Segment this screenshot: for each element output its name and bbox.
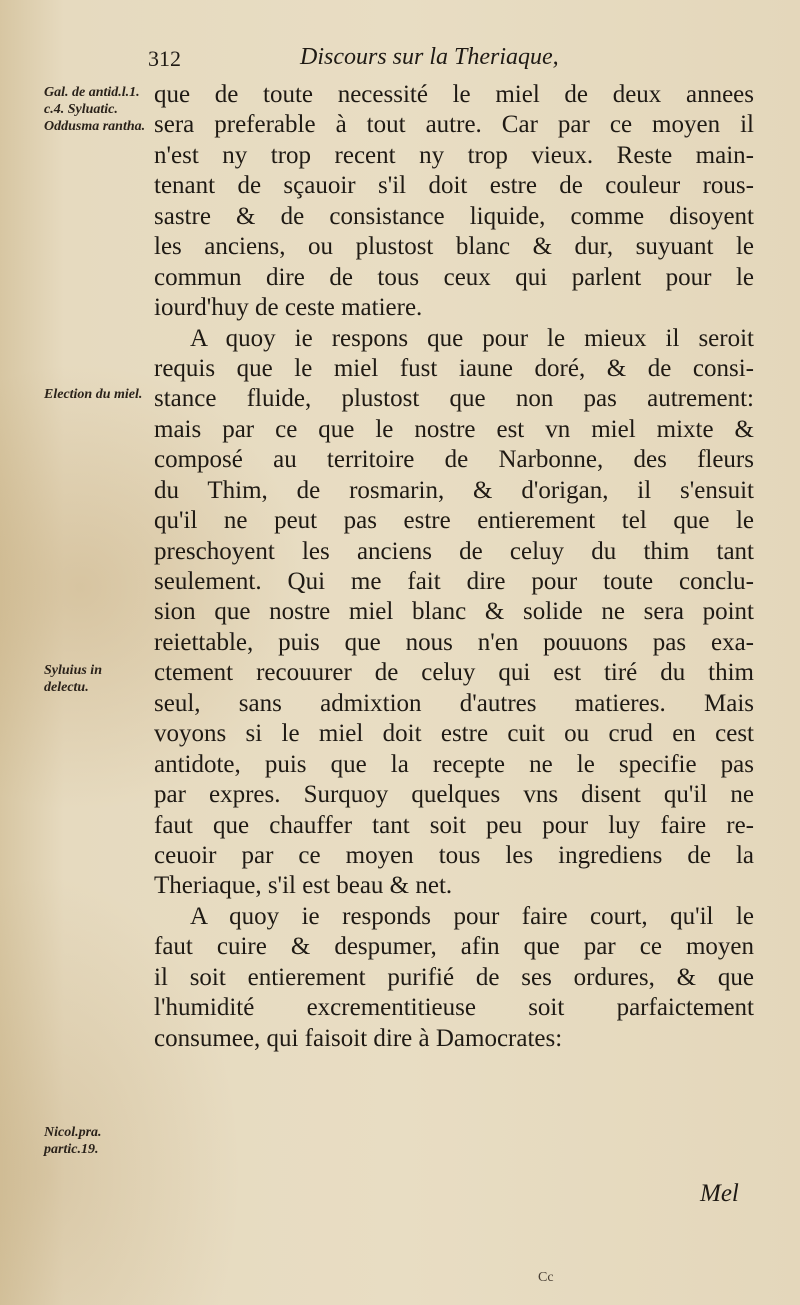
text-line: antidote, puis que la recepte ne le specifie pas	[154, 750, 754, 778]
text-line: consumee, qui faisoit dire à Damocrates:	[154, 1024, 563, 1052]
margin-note-galen: Gal. de antid.l.1. c.4. Syluatic. Oddusma rantha.	[44, 85, 146, 134]
text-line: composé au territoire de Narbonne, des fleurs	[154, 446, 754, 474]
text-line: preschoyent les anciens de celuy du thim tant	[154, 537, 754, 565]
text-line: il soit entierement purifié de ses ordures, & que	[154, 963, 754, 991]
text-line: du Thim, de rosmarin, & d'origan, il s'ensuit	[154, 476, 754, 504]
text-line: voyons si le miel doit estre cuit ou crud en cest	[154, 720, 754, 748]
margin-note-nicol: Nicol.pra. partic.19.	[44, 1125, 102, 1157]
text-line: reiettable, puis que nous n'en pouuons pas exa-	[154, 628, 754, 656]
page-header	[0, 42, 800, 82]
body-text	[154, 80, 754, 1054]
catchword: Mel	[700, 1180, 739, 1207]
text-line: que de toute necessité le miel de deux annees	[154, 81, 754, 108]
text-line: l'humidité excrementitieuse soit parfaictement	[154, 994, 754, 1022]
text-line: A quoy ie responds pour faire court, qu'il le	[190, 902, 754, 930]
text-line: n'est ny trop recent ny trop vieux. Reste main-	[154, 141, 754, 169]
text-line: stance fluide, plustost que non pas autrement:	[154, 385, 754, 413]
text-line: requis que le miel fust iaune doré, & de consi-	[154, 354, 754, 382]
text-line: les anciens, ou plustost blanc & dur, suyuant le	[154, 233, 754, 261]
text-line: commun dire de tous ceux qui parlent pour le	[154, 263, 754, 291]
text-line: A quoy ie respons que pour le mieux il seroit	[190, 324, 754, 352]
text-line: qu'il ne peut pas estre entierement tel que le	[154, 507, 754, 535]
margin-note-election: Election du miel.	[44, 387, 143, 402]
text-line: ctement recouurer de celuy qui est tiré du thim	[154, 659, 754, 687]
text-line: ceuoir par ce moyen tous les ingrediens de la	[154, 841, 754, 869]
text-line: Theriaque, s'il est beau & net.	[154, 872, 453, 900]
text-line: tenant de sçauoir s'il doit estre de couleur rous-	[154, 172, 754, 200]
text-line: sastre & de consistance liquide, comme disoyent	[154, 202, 754, 230]
page-number: 312	[148, 46, 181, 71]
text-line: seul, sans admixtion d'autres matieres. Mais	[154, 689, 754, 717]
signature-mark: Cc	[538, 1270, 554, 1285]
text-line: faut cuire & despumer, afin que par ce moyen	[154, 933, 754, 961]
text-line: sion que nostre miel blanc & solide ne sera point	[154, 598, 754, 626]
text-line: seulement. Qui me fait dire pour toute conclu-	[154, 568, 754, 595]
text-line: faut que chauffer tant soit peu pour luy faire re-	[154, 811, 754, 839]
running-title: Discours sur la Theriaque,	[300, 44, 559, 70]
text-line: iourd'huy de ceste matiere.	[154, 294, 423, 322]
text-line: sera preferable à tout autre. Car par ce moyen il	[154, 111, 754, 139]
margin-note-syluius: Syluius in delectu.	[44, 663, 102, 695]
text-line: mais par ce que le nostre est vn miel mixte &	[154, 415, 754, 443]
text-line: par expres. Surquoy quelques vns disent qu'il ne	[154, 781, 754, 809]
